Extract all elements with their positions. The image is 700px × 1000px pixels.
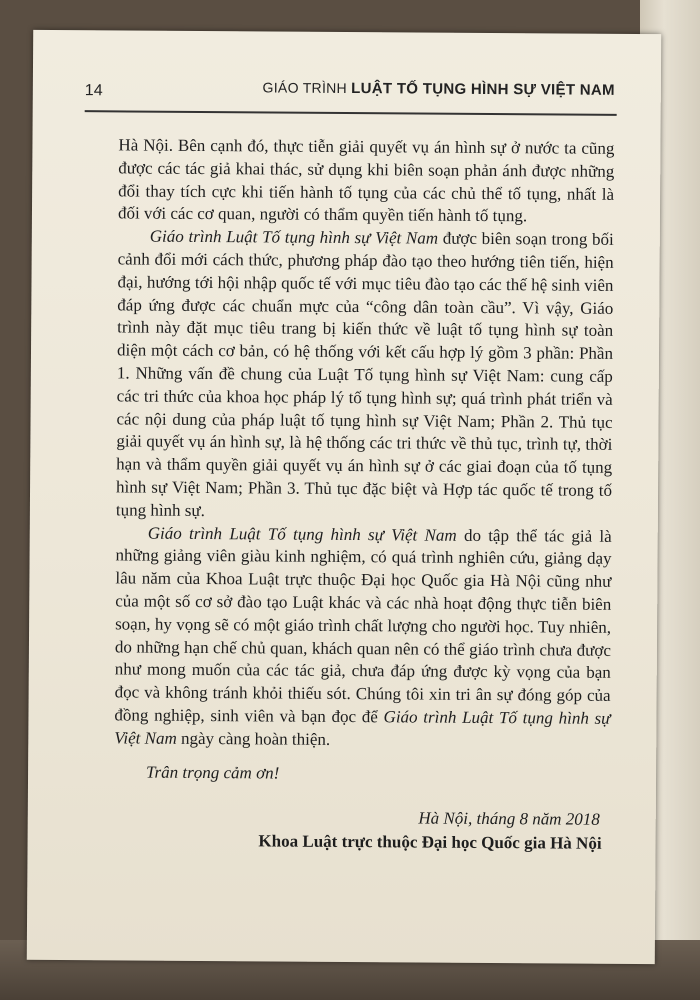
running-title <box>263 79 615 98</box>
paragraph-1: Hà Nội. Bên cạnh đó, thực tiễn giải quyết vụ án hình sự ở nước ta cũng được các tác giả khai thác, sử dụng khi biên soạn phản ánh được những đổi thay tích cực khi tiến hành tố tụng của các chủ thể tố tụng, nhất là đối với các cơ quan, người có thẩm quyền tiến hành tố tụng. <box>117 135 615 226</box>
place-date: Hà Nội, tháng 8 năm 2018 <box>418 808 600 829</box>
book-title-italic: Giáo trình Luật Tố tụng hình sự Việt Nam <box>114 707 611 748</box>
paragraph-2: Giáo trình Luật Tố tụng hình sự Việt Nam được biên soạn trong bối cảnh đổi mới cách thức, phương pháp đào tạo theo hướng tiên tiến, hiện đại, hướng tới hội nhập quốc tế với mục tiêu đào tạo các thế hệ sinh viên đáp ứng được các chuẩn mực của “công dân toàn cầu”. Vì vậy, Giáo trình này đặt mục tiêu trang bị kiến thức về luật tố tụng hình sự toàn diện một cách cơ bản, có hệ thống với kết cấu hợp lý gồm 3 phần: Phần 1. Những vấn đề chung của Luật Tố tụng hình sự Việt Nam: cung cấp các tri thức của khoa học pháp lý tố tụng hình sự; quá trình phát triển và các nội dung của pháp luật tố tụng hình sự Việt Nam; Phần 2. Thủ tục giải quyết vụ án hình sự, là hệ thống các tri thức về thủ tục, trình tự, thời hạn và thẩm quyền giải quyết vụ án hình sự ở các giai đoạn của tố tụng hình sự Việt Nam; Phần 3. Thủ tục đặc biệt và Hợp tác quốc tế trong tố tụng hình sự. <box>115 226 614 520</box>
page-header <box>84 60 615 100</box>
book-title-italic: Giáo trình Luật Tố tụng hình sự Việt Nam <box>149 226 439 248</box>
running-title-main: LUẬT TỐ TỤNG HÌNH SỰ VIỆT NAM <box>351 80 615 99</box>
page-number: 14 <box>84 82 103 100</box>
body-text <box>114 134 614 753</box>
paragraph-3: Giáo trình Luật Tố tụng hình sự Việt Nam do tập thể tác giả là những giảng viên giàu kinh nghiệm, có quá trình nghiên cứu, giảng dạy lâu năm của Khoa Luật trực thuộc Đại học Quốc gia Hà Nội cũng như của một số cơ sở đào tạo Luật khác và các nhà hoạt động thực tiễn biên soạn, hy vọng sẽ có một giáo trình chất lượng cho người học. Tuy nhiên, do những hạn chế chủ quan, khách quan nên có thể giáo trình chưa được như mong muốn của các tác giả, chưa đáp ứng được kỳ vọng của bạn đọc và không tránh khỏi thiếu sót. Chúng tôi xin tri ân sự đóng góp của đồng nghiệp, sinh viên và bạn đọc để Giáo trình Luật Tố tụng hình sự Việt Nam ngày càng hoàn thiện. <box>114 523 612 749</box>
closing-line: Trân trọng cảm ơn! <box>146 762 280 783</box>
signature: Khoa Luật trực thuộc Đại học Quốc gia Hà Nội <box>258 831 602 853</box>
running-title-prefix: GIÁO TRÌNH <box>262 79 348 97</box>
header-rule <box>85 110 617 115</box>
book-title-italic: Giáo trình Luật Tố tụng hình sự Việt Nam <box>147 523 457 545</box>
book-page <box>27 30 661 964</box>
